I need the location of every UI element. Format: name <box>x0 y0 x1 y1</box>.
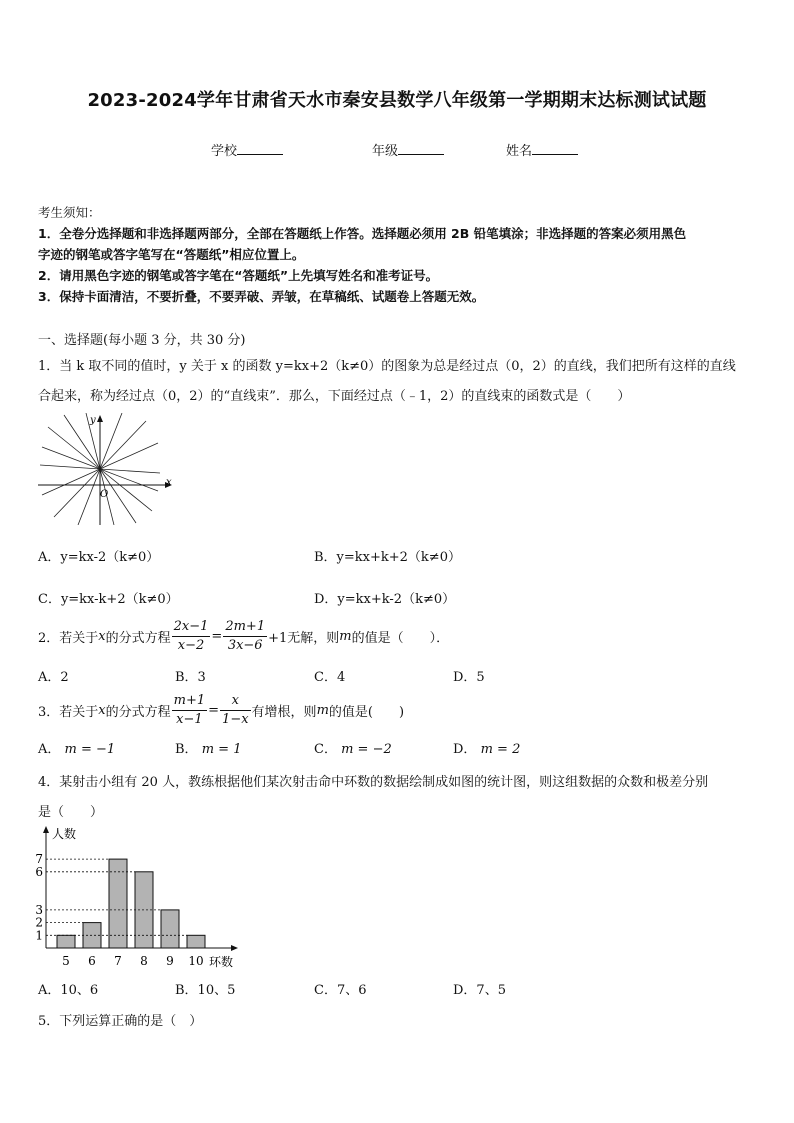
q3-stem <box>38 690 404 730</box>
x-tick-label: 8 <box>140 954 148 968</box>
page-title: 2023-2024学年甘肃省天水市秦安县数学八年级第一学期期末达标测试试题 <box>87 90 707 111</box>
school-label: 学校 <box>211 144 238 159</box>
q2-prefix: 2．若关于 <box>38 630 99 646</box>
q3-option-c-expr: m = −2 <box>341 742 392 757</box>
q4-option-c[interactable]: C．7、6 <box>314 983 367 998</box>
x-tick-label: 5 <box>62 954 70 968</box>
x-tick-label: 6 <box>88 954 96 968</box>
q1-line2: 合起来，称为经过点（0，2）的“直线束”．那么，下面经过点（﹣1，2）的直线束的函数式是（ ） <box>38 389 631 404</box>
q3-option-a-expr: m = −1 <box>64 742 116 757</box>
q3-f2-den: 1−x <box>222 711 249 727</box>
q3-tail: 有增根，则 <box>251 704 317 720</box>
q1-option-b[interactable]: B．y=kx+k+2（k≠0） <box>314 550 461 565</box>
q4-option-b[interactable]: B．10、5 <box>175 983 236 998</box>
grade-blank[interactable] <box>398 141 444 155</box>
bundle-line <box>54 469 100 517</box>
bar <box>57 935 75 948</box>
q3-option-b-expr: m = 1 <box>201 742 242 757</box>
school-field[interactable] <box>211 140 283 159</box>
bundle-line <box>100 421 146 469</box>
fig-y-label: y <box>90 415 96 426</box>
notice-item-1a: 1．全卷分选择题和非选择题两部分，全部在答题纸上作答。选择题必须用 2B 铅笔填涂；非选择题的答案必须用黑色 <box>38 226 687 241</box>
q1-line1: 1．当 k 取不同的值时，y 关于 x 的函数 y=kx+2（k≠0）的图象为总是经过点（0，2）的直线，我们把所有这样的直线 <box>38 359 736 374</box>
line-bundle-figure <box>38 413 178 525</box>
q3-mid: 的分式方程 <box>105 704 171 720</box>
q4-line2: 是（ ） <box>38 805 104 820</box>
q2-suffix: 的值是（ ）． <box>351 630 450 646</box>
q2-f1-den: x−2 <box>172 636 211 655</box>
q2-var: x <box>98 628 106 644</box>
q3-fraction-1 <box>172 692 208 729</box>
notice-heading: 考生须知： <box>38 205 101 220</box>
x-tick-label: 7 <box>114 954 122 968</box>
q3-option-d-letter: D． <box>453 742 477 757</box>
q3-option-c[interactable] <box>314 738 392 757</box>
q3-option-d-expr: m = 2 <box>480 742 521 757</box>
notice-item-1b: 字迹的钢笔或答字笔写在“答题纸”相应位置上。 <box>38 247 305 262</box>
q3-option-b[interactable] <box>175 738 241 757</box>
fig-x-label: x <box>166 477 172 488</box>
y-axis-arrow <box>97 415 103 422</box>
q2-f2-den: 3x−6 <box>223 636 267 655</box>
q2-mid: 的分式方程 <box>105 630 171 646</box>
q3-option-a-letter: A． <box>38 742 61 757</box>
name-label: 姓名 <box>506 144 533 159</box>
q2-f1-num: 2x−1 <box>173 618 209 634</box>
q3-f1-den: x−1 <box>172 710 208 729</box>
q3-equals: = <box>208 702 220 718</box>
q1-option-d[interactable]: D．y=kx+k-2（k≠0） <box>314 592 456 607</box>
y-tick-label: 1 <box>35 928 43 943</box>
q1-option-a[interactable]: A．y=kx-2（k≠0） <box>38 550 160 565</box>
q3-option-d[interactable] <box>453 738 520 757</box>
bar <box>109 859 127 948</box>
q3-prefix: 3．若关于 <box>38 704 99 720</box>
q5-line1: 5．下列运算正确的是（ ） <box>38 1014 203 1029</box>
q4-option-d[interactable]: D．7、5 <box>453 983 506 998</box>
name-field[interactable] <box>506 140 578 159</box>
q3-var: x <box>98 702 106 718</box>
q2-plus: +1无解，则 <box>268 630 340 646</box>
bar <box>161 910 179 948</box>
q1-option-c[interactable]: C．y=kx-k+2（k≠0） <box>38 592 179 607</box>
q4-option-a[interactable]: A．10、6 <box>38 983 99 998</box>
y-tick-label: 6 <box>35 864 43 879</box>
chart-ylabel: 人数 <box>52 827 77 841</box>
q3-f2-num: x <box>231 692 239 708</box>
q2-option-a[interactable]: A．2 <box>38 670 69 685</box>
chart-xlabel: 环数 <box>209 955 234 969</box>
bundle-line <box>48 427 100 469</box>
grade-label: 年级 <box>372 144 399 159</box>
q3-option-b-letter: B． <box>175 742 198 757</box>
y-tick-label: 7 <box>35 852 43 867</box>
q2-stem <box>38 616 449 656</box>
section-heading: 一、选择题(每小题 3 分，共 30 分) <box>38 333 246 348</box>
q3-m: m <box>316 702 329 718</box>
grade-field[interactable] <box>372 140 444 159</box>
notice-item-3: 3．保持卡面清洁，不要折叠，不要弄破、弄皱，在草稿纸、试题卷上答题无效。 <box>38 289 485 304</box>
school-blank[interactable] <box>237 141 283 155</box>
q3-option-a[interactable] <box>38 738 115 757</box>
q2-fraction-1 <box>172 618 211 655</box>
q3-suffix: 的值是( ) <box>328 704 405 720</box>
x-axis-arrow <box>231 945 238 951</box>
q2-m: m <box>339 628 352 644</box>
q3-fraction-2 <box>220 692 251 729</box>
name-blank[interactable] <box>532 141 578 155</box>
bar <box>187 935 205 948</box>
x-tick-label: 9 <box>166 954 174 968</box>
x-tick-label: 10 <box>188 954 204 968</box>
bar-chart <box>32 824 252 972</box>
q2-f2-num: 2m+1 <box>225 618 266 634</box>
q4-line1: 4．某射击小组有 20 人，教练根据他们某次射击命中环数的数据绘制成如图的统计图，则这组数据的众数和极差分别 <box>38 775 709 790</box>
q2-fraction-2 <box>223 618 267 655</box>
q2-option-c[interactable]: C．4 <box>314 670 346 685</box>
q2-equals: = <box>211 628 223 644</box>
y-tick-label: 2 <box>35 915 43 930</box>
q3-option-c-letter: C． <box>314 742 337 757</box>
y-tick-label: 3 <box>35 902 43 917</box>
fig-origin-label: O <box>100 489 109 500</box>
q3-f1-num: m+1 <box>173 692 206 708</box>
q2-option-d[interactable]: D．5 <box>453 670 485 685</box>
notice-item-2: 2．请用黑色字迹的钢笔或答字笔在“答题纸”上先填写姓名和准考证号。 <box>38 268 439 283</box>
q2-option-b[interactable]: B．3 <box>175 670 206 685</box>
y-axis-arrow <box>43 826 49 833</box>
